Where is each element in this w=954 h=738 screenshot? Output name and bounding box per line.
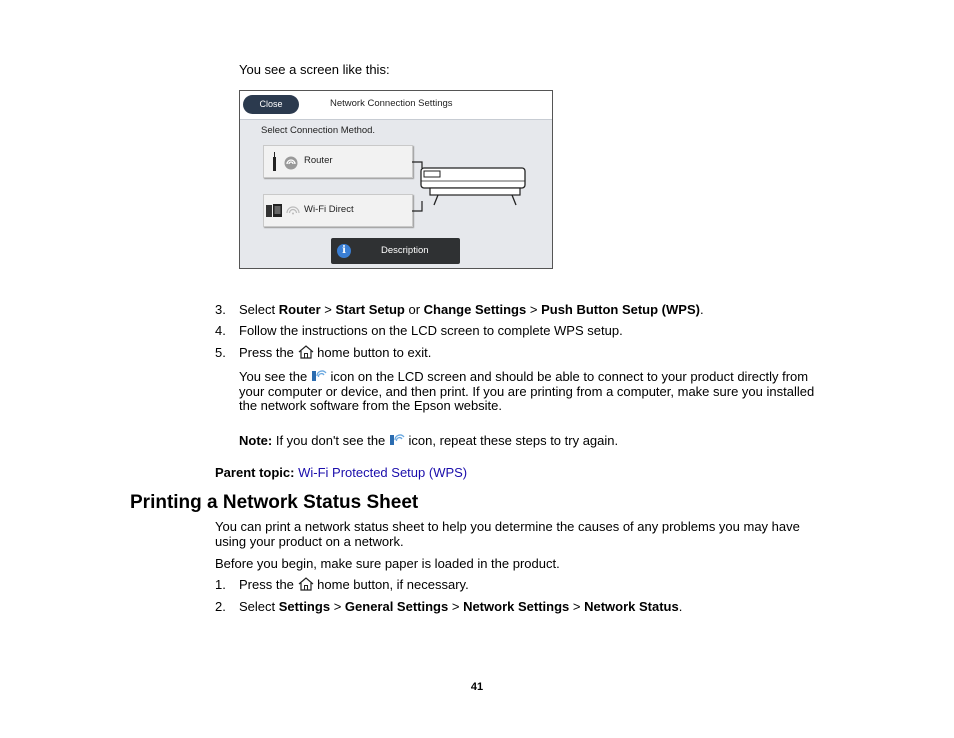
- word: Press the: [239, 345, 294, 360]
- intro-text: You see a screen like this:: [239, 62, 390, 77]
- lcd-close-button: Close: [243, 95, 299, 114]
- menu-network-settings: Network Settings: [463, 599, 570, 614]
- lcd-wifi-direct-option: [263, 194, 413, 227]
- lcd-description-button: [331, 238, 460, 264]
- lcd-router-option: [263, 145, 413, 178]
- step-number: 4.: [215, 323, 226, 338]
- note-label: Note:: [239, 433, 273, 448]
- menu-router: Router: [278, 302, 321, 317]
- note: [239, 433, 618, 448]
- para-line: You can print a network status sheet to help you determine the causes of any problems you may have: [215, 519, 800, 534]
- word: or: [408, 302, 421, 317]
- step-text: [239, 599, 682, 614]
- lcd-top-bar: [240, 91, 552, 120]
- menu-push-button-setup: Push Button Setup (WPS): [541, 302, 700, 317]
- step-text: [239, 345, 431, 360]
- period: .: [678, 599, 683, 614]
- separator: >: [324, 302, 332, 317]
- word: Press the: [239, 577, 294, 592]
- wifi-connected-icon: [311, 369, 327, 383]
- step-text: [239, 577, 469, 592]
- word: home button to exit.: [317, 345, 432, 360]
- step-number: 5.: [215, 345, 226, 360]
- wifi-direct-icon: [266, 203, 302, 219]
- lcd-router-label: Router: [304, 155, 333, 166]
- parent-topic: [215, 465, 467, 480]
- router-icon: [271, 152, 299, 172]
- menu-change-settings: Change Settings: [423, 302, 527, 317]
- step-number: 3.: [215, 302, 226, 317]
- lcd-title: Network Connection Settings: [330, 98, 453, 109]
- printer-illustration: [412, 161, 532, 221]
- you-see-paragraph: [239, 369, 839, 414]
- word: If you don't see the: [275, 433, 386, 448]
- page-number: 41: [470, 681, 484, 693]
- separator: >: [529, 302, 538, 317]
- lcd-screenshot: [239, 90, 553, 269]
- section-paragraph: [215, 520, 800, 549]
- separator: >: [333, 599, 342, 614]
- separator: >: [451, 599, 460, 614]
- para-line: [239, 369, 839, 385]
- word: home button, if necessary.: [317, 577, 469, 592]
- lcd-select-label: Select Connection Method.: [261, 125, 376, 136]
- step-number: 2.: [215, 599, 226, 614]
- parent-topic-link[interactable]: Wi-Fi Protected Setup (WPS): [298, 465, 468, 480]
- step-text: [239, 302, 704, 317]
- parent-topic-label: Parent topic:: [215, 465, 295, 480]
- word: icon on the LCD screen and should be able to connect to your product directly from: [330, 369, 809, 384]
- section-paragraph-2: Before you begin, make sure paper is loaded in the product.: [215, 556, 560, 571]
- home-icon: [298, 577, 314, 591]
- para-line: the network software from the Epson website.: [239, 398, 503, 413]
- info-icon: i: [337, 244, 351, 258]
- separator: >: [572, 599, 581, 614]
- lcd-description-label: Description: [381, 245, 429, 256]
- menu-general-settings: General Settings: [344, 599, 449, 614]
- period: .: [699, 302, 704, 317]
- word: You see the: [239, 369, 308, 384]
- menu-settings: Settings: [278, 599, 331, 614]
- menu-start-setup: Start Setup: [335, 302, 405, 317]
- section-title: Printing a Network Status Sheet: [130, 492, 419, 513]
- home-icon: [298, 345, 314, 359]
- para-line: your computer or device, and then print. If you are printing from a computer, make sure you installed: [239, 383, 815, 399]
- step-text: Follow the instructions on the LCD screen to complete WPS setup.: [239, 323, 623, 338]
- word: Select: [239, 599, 276, 614]
- menu-network-status: Network Status: [584, 599, 679, 614]
- word: Select: [239, 302, 276, 317]
- para-line: using your product on a network.: [215, 533, 404, 549]
- wifi-connected-icon: [389, 433, 405, 447]
- word: icon, repeat these steps to try again.: [408, 433, 619, 448]
- step-number: 1.: [215, 577, 226, 592]
- lcd-wifi-direct-label: Wi-Fi Direct: [304, 204, 354, 215]
